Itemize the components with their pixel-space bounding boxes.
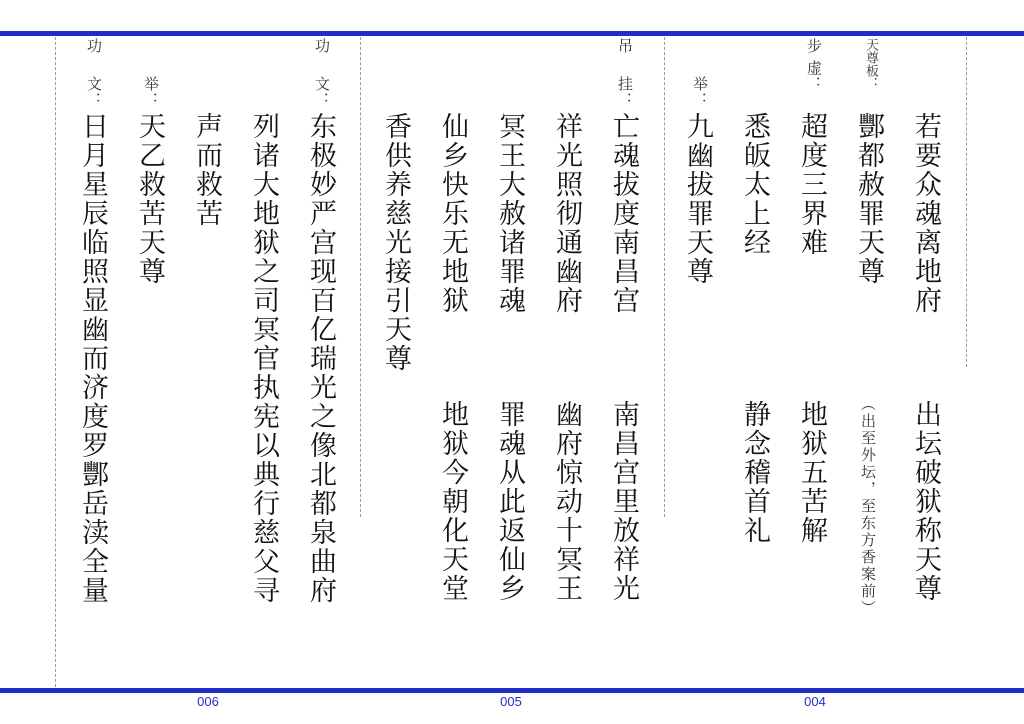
verse-line: 九幽拔罪天尊	[682, 112, 713, 286]
left-margin-line	[55, 37, 56, 687]
top-blue-rule	[0, 31, 1024, 36]
verse-line: 冥王大赦诸罪魂	[494, 112, 525, 315]
label-ju: 举：	[691, 76, 709, 108]
page-number: 006	[197, 694, 219, 709]
verse-line: 仙乡快乐无地狱	[437, 112, 468, 315]
verse-line: 幽府惊动十冥王	[551, 400, 582, 603]
right-margin-line	[966, 37, 967, 367]
page-divider-006-005	[360, 37, 361, 517]
verse-line: 祥光照彻通幽府	[551, 112, 582, 315]
label-wen: 文：	[313, 76, 331, 108]
verse-line: 静念稽首礼	[739, 400, 770, 545]
verse-line: 地狱今朝化天堂	[437, 400, 468, 603]
bottom-blue-rule	[0, 688, 1024, 693]
page-number: 004	[804, 694, 826, 709]
verse-line: 列诸大地狱之司冥官执宪以典行慈父寻	[248, 112, 279, 605]
label-tianzunban: 天尊板：	[863, 38, 878, 90]
label-gong: 功	[313, 38, 331, 54]
verse-line: 天乙救苦天尊	[134, 112, 165, 286]
verse-line: 地狱五苦解	[796, 400, 827, 545]
verse-line: 南昌宫里放祥光	[608, 400, 639, 603]
verse-line: 日月星辰临照显幽而济度罗酆岳渎全量	[77, 112, 108, 605]
verse-line: 超度三界难	[796, 112, 827, 257]
verse-line: 酆都赦罪天尊	[853, 112, 884, 286]
page-number: 005	[500, 694, 522, 709]
verse-line: 罪魂从此返仙乡	[494, 400, 525, 603]
ritual-note: （出至外坛，至东方香案前）	[859, 396, 877, 617]
label-gong: 功	[85, 38, 103, 54]
label-diao: 吊	[616, 38, 634, 54]
label-buxu: 步 虚：	[805, 38, 823, 92]
verse-line: 声而救苦	[191, 112, 222, 228]
label-ju: 举：	[142, 76, 160, 108]
page-divider-005-004	[664, 37, 665, 517]
verse-line: 出坛破狱称天尊	[910, 400, 941, 603]
verse-line: 东极妙严宫现百亿瑞光之像北都泉曲府	[305, 112, 336, 605]
label-gua: 挂：	[616, 76, 634, 108]
verse-line: 悉皈太上经	[739, 112, 770, 257]
verse-line: 若要众魂离地府	[910, 112, 941, 315]
verse-line: 亡魂拔度南昌宫	[608, 112, 639, 315]
label-wen: 文：	[85, 76, 103, 108]
verse-line: 香供养慈光接引天尊	[380, 112, 411, 373]
